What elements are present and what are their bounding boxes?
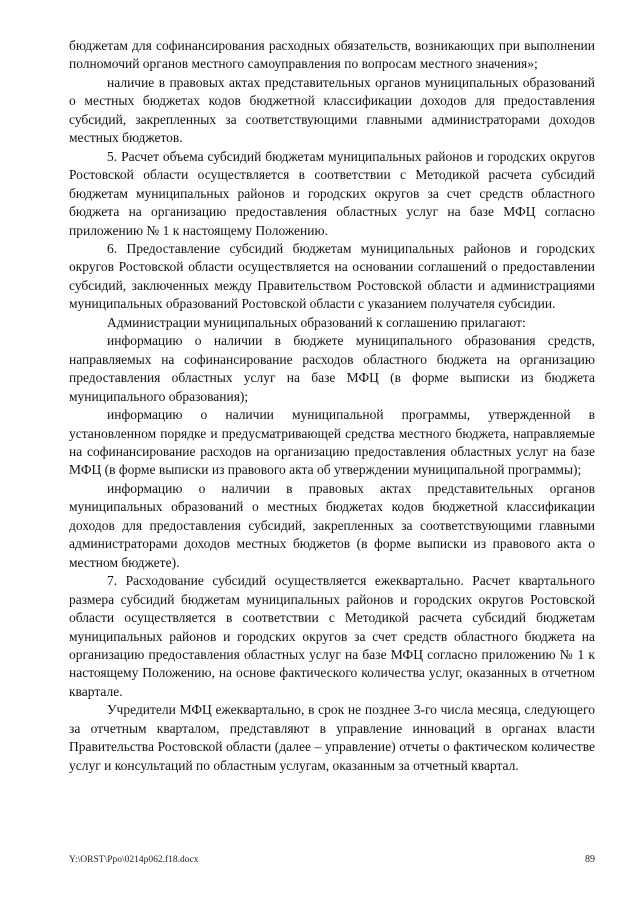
footer-page-number: 89 xyxy=(585,854,595,865)
paragraph-attachment-budget-info: информацию о наличии в бюджете муниципального образования средств, направляемых на софинансирование расходов областного бюджета на организацию предоставления областных услуг на базе МФЦ (в форме выписки из бюджета муниципального образования); xyxy=(69,333,595,404)
paragraph-founders-reports: Учредители МФЦ ежеквартально, в срок не позднее 3-го числа месяца, следующего за отчетным кварталом, представляют в управление инноваций в органах власти Правительства Ростовской области (далее – управление) отчеты о фактическом количестве услуг и консультаций по областным услугам, оказанным за отчетный квартал. xyxy=(69,702,595,773)
paragraph-attachments-intro: Администрации муниципальных образований к соглашению прилагают: xyxy=(107,314,526,330)
paragraph-item-6: 6. Предоставление субсидий бюджетам муниципальных районов и городских округов Ростовской области осуществляется на основании соглашений о предоставлении субсидий, заключенных между Правительством Ростовской области и администрациями муниципальных образований Ростовской области с указанием получателя субсидии. xyxy=(69,240,595,312)
paragraph-condition-codes: наличие в правовых актах представительных органов муниципальных образований о местных бюджетах кодов бюджетной классификации доходов для предоставления субсидий, закрепленных за соответствующими главными администраторами доходов местных бюджетов. xyxy=(69,74,595,146)
paragraph-continuation: бюджетам для софинансирования расходных обязательств, возникающих при выполнении полномочий органов местного самоуправления по вопросам местного значения»; xyxy=(69,38,595,72)
paragraph-attachment-codes-info: информацию о наличии в правовых актах представительных органов муниципальных образований о местных бюджетах кодов бюджетной классификации доходов для предоставления субсидий, закрепленных за соответствующими главными администраторами доходов местных бюджетов (в форме выписки из правового акта о местном бюджете). xyxy=(69,480,595,570)
paragraph-item-5: 5. Расчет объема субсидий бюджетам муниципальных районов и городских округов Ростовской области осуществляется в соответствии с Методикой расчета субсидий бюджетам муниципальных районов и городских округов за счет средств областного бюджета на организацию предоставления областных услуг на базе МФЦ согласно приложению № 1 к настоящему Положению. xyxy=(69,148,595,238)
footer-file-path: Y:\ORST\Ppo\0214p062.f18.docx xyxy=(69,855,199,865)
paragraph-attachment-program-info: информацию о наличии муниципальной программы, утвержденной в установленном порядке и предусматривающей средства местного бюджета, направляемые на софинансирование расходов на организацию предоставления областных услуг на базе МФЦ (в форме выписки из правового акта об утверждении муниципальной программы); xyxy=(69,407,595,478)
document-body xyxy=(69,37,595,775)
paragraph-item-7: 7. Расходование субсидий осуществляется ежеквартально. Расчет квартального размера субсидий бюджетам муниципальных районов и городских округов Ростовской области осуществляется в соответствии с Методикой расчета субсидий бюджетам муниципальных районов и городских округов за счет средств областного бюджета на организацию предоставления областных услуг на базе МФЦ согласно приложению № 1 к настоящему Положению, на основе фактического количества услуг, оказанных в отчетном квартале. xyxy=(69,573,595,699)
